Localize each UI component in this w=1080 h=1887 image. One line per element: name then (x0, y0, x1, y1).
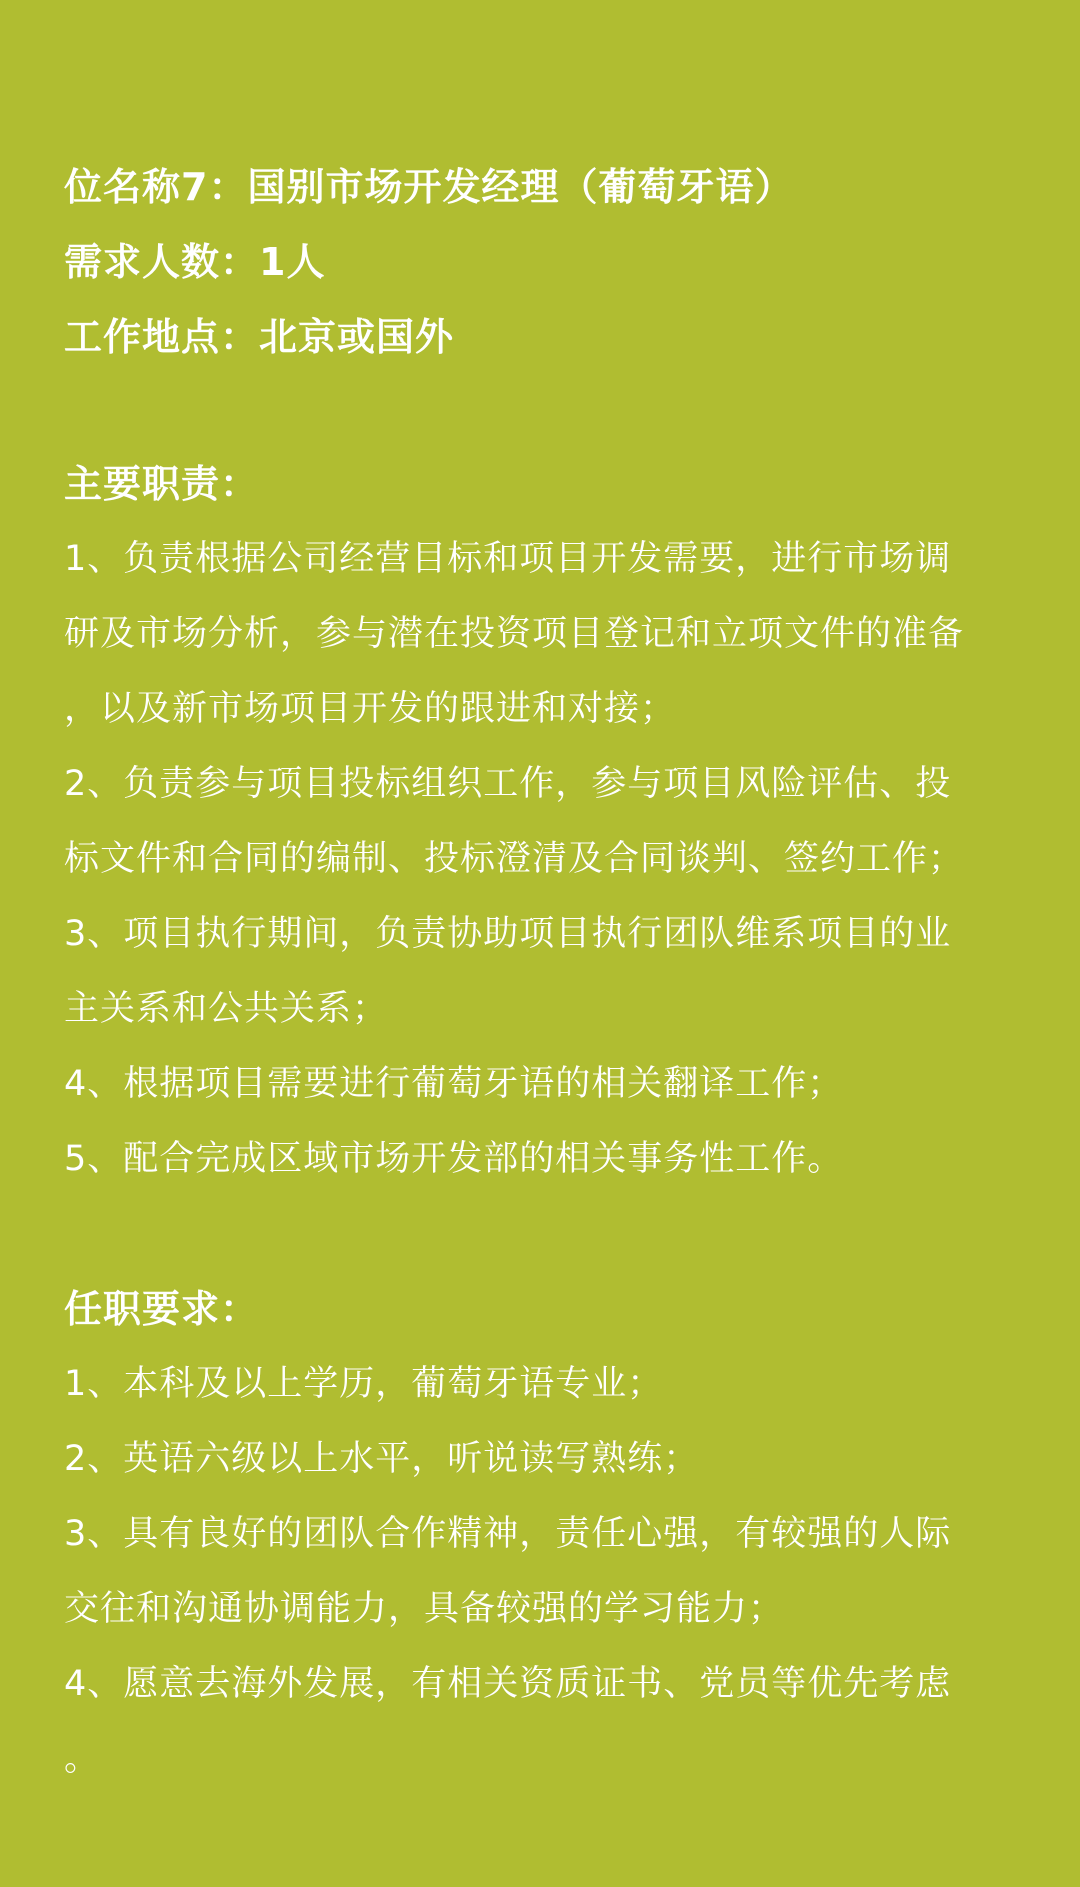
duty-item: 4、根据项目需要进行葡萄牙语的相关翻译工作； (64, 1064, 844, 1104)
duty-item: 1、负责根据公司经营目标和项目开发需要，进行市场调 研及市场分析，参与潜在投资项目登记和立项文件的准备 ，以及新市场项目开发的跟进和对接； (64, 539, 965, 729)
requirements-section (64, 1272, 1030, 1797)
duty-item: 2、负责参与项目投标组织工作，参与项目风险评估、投 标文件和合同的编制、投标澄清及合同谈判、签约工作； (64, 764, 965, 879)
requirement-item: 2、英语六级以上水平，听说读写熟练； (64, 1439, 700, 1479)
work-location: 工作地点：北京或国外 (64, 315, 455, 359)
duty-item: 5、配合完成区域市场开发部的相关事务性工作。 (64, 1139, 844, 1179)
duties-title: 主要职责： (64, 462, 260, 506)
requirements-title: 任职要求： (64, 1287, 260, 1331)
job-header (64, 150, 1016, 375)
requirement-item: 4、愿意去海外发展，有相关资质证书、党员等优先考虑 。 (64, 1664, 952, 1779)
duty-item: 3、项目执行期间，负责协助项目执行团队维系项目的业 主关系和公共关系； (64, 914, 952, 1029)
requirement-item: 3、具有良好的团队合作精神，责任心强，有较强的人际 交往和沟通协调能力，具备较强的学习能力； (64, 1514, 952, 1629)
position-name: 位名称7：国别市场开发经理（葡萄牙语） (64, 165, 794, 209)
duties-section (64, 447, 1030, 1197)
headcount: 需求人数：1人 (64, 240, 326, 284)
requirement-item: 1、本科及以上学历，葡萄牙语专业； (64, 1364, 664, 1404)
